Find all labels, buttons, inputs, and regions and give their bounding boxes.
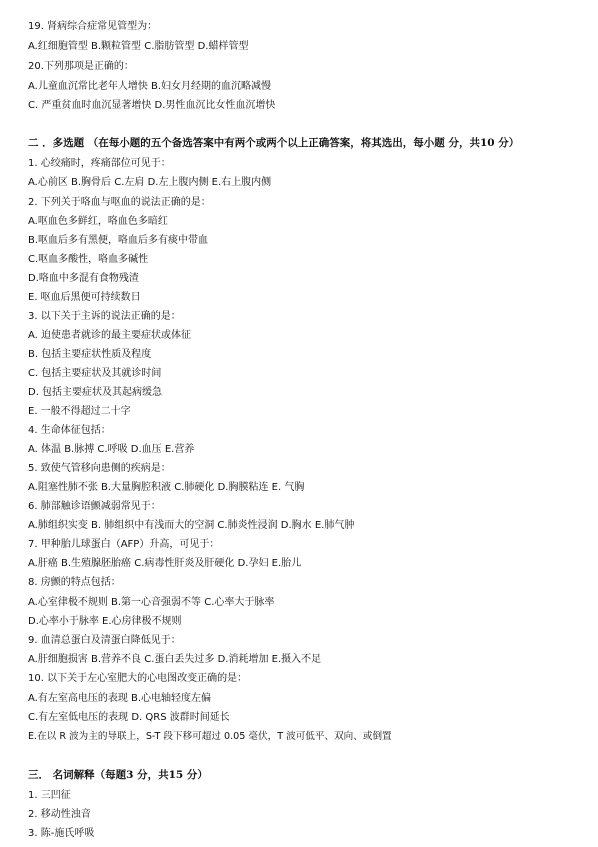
mq7-stem: 7. 甲种胎儿球蛋白（AFP）升高，可见于： [28,539,220,550]
term-2: 2. 移动性浊音 [28,809,91,820]
mq2-option-e: E. 呕血后黑便可持续数日 [28,292,141,303]
question-19-options: A.红细胞管型 B.颗粒管型 C.脂肪管型 D.蜡样管型 [28,41,249,52]
section2-heading: 二 ．多选题 （在每小题的五个备选答案中有两个或两个以上正确答案，将其选出，每小题 分，共10 分） [28,137,520,149]
mq3-option-d: D. 包括主要症状及其起病缓急 [28,387,163,398]
question-19-stem: 19. 肾病综合症常见管型为： [28,21,158,32]
mq1-stem: 1. 心绞痛时，疼痛部位可见于： [28,158,171,169]
mq1-options: A.心前区 B.胸骨后 C.左肩 D.左上腹内侧 E.右上腹内侧 [28,177,272,188]
mq3-stem: 3. 以下关于主诉的说法正确的是： [28,311,181,322]
question-20-options-line1: A.儿童血沉常比老年人增快 B.妇女月经期的血沉略减慢 [28,81,272,92]
mq8-options-line2: D.心率小于脉率 E.心房律极不规则 [28,616,182,627]
mq10-options-line1: A.有左室高电压的表现 B.心电轴轻度左偏 [28,693,212,704]
mq10-stem: 10. 以下关于左心室肥大的心电图改变正确的是： [28,673,248,684]
term-3: 3. 陈-施氏呼吸 [28,828,95,839]
mq8-options-line1: A.心室律极不规则 B.第一心音强弱不等 C.心率大于脉率 [28,597,275,608]
mq2-option-b: B.呕血后多有黑便，咯血后多有痰中带血 [28,235,209,246]
mq3-option-b: B. 包括主要症状性质及程度 [28,349,152,360]
mq8-stem: 8. 房颤的特点包括： [28,577,121,588]
mq2-stem: 2. 下列关于咯血与呕血的说法正确的是： [28,197,211,208]
mq5-options: A.阻塞性肺不张 B.大量胸腔积液 C.肺硬化 D.胸膜粘连 E. 气胸 [28,482,305,493]
mq6-options: A.肺组织实变 B. 肺组织中有浅而大的空洞 C.肺炎性浸润 D.胸水 E.肺气肿 [28,520,355,531]
mq5-stem: 5. 致使气管移向患侧的疾病是： [28,463,171,474]
question-20-options-line2: C. 严重贫血时血沉显著增快 D.男性血沉比女性血沉增快 [28,100,276,111]
mq2-option-d: D.咯血中多混有食物残渣 [28,273,139,284]
mq3-option-e: E. 一般不得超过二十字 [28,406,131,417]
mq9-stem: 9. 血清总蛋白及清蛋白降低见于： [28,635,181,646]
mq4-options: A. 体温 B.脉搏 C.呼吸 D.血压 E.营养 [28,444,195,455]
mq3-option-a: A. 迫使患者就诊的最主要症状或体征 [28,330,192,341]
mq6-stem: 6. 肺部触诊语颤减弱常见于： [28,501,161,512]
term-1: 1. 三凹征 [28,790,71,801]
mq7-options: A.肝癌 B.生殖腺胚胎癌 C.病毒性肝炎及肝硬化 D.孕妇 E.胎儿 [28,558,302,569]
mq9-options: A.肝细胞损害 B.营养不良 C.蛋白丢失过多 D.消耗增加 E.摄入不足 [28,654,322,665]
mq3-option-c: C. 包括主要症状及其就诊时间 [28,368,162,379]
section3-heading: 三． 名词解释（每题3 分，共15 分） [28,769,208,781]
mq4-stem: 4. 生命体征包括： [28,425,111,436]
mq2-option-c: C.呕血多酸性，咯血多碱性 [28,254,149,265]
question-20-stem: 20.下列那项是正确的： [28,61,134,72]
mq2-option-a: A.呕血色多鲜红，咯血色多暗红 [28,216,168,227]
mq10-options-line2: C.有左室低电压的表现 D. QRS 波群时间延长 [28,712,230,723]
mq10-options-line3: E.在以 R 波为主的导联上，S-T 段下移可超过 0.05 毫伏，T 波可低平、双向、或倒置 [28,731,392,742]
